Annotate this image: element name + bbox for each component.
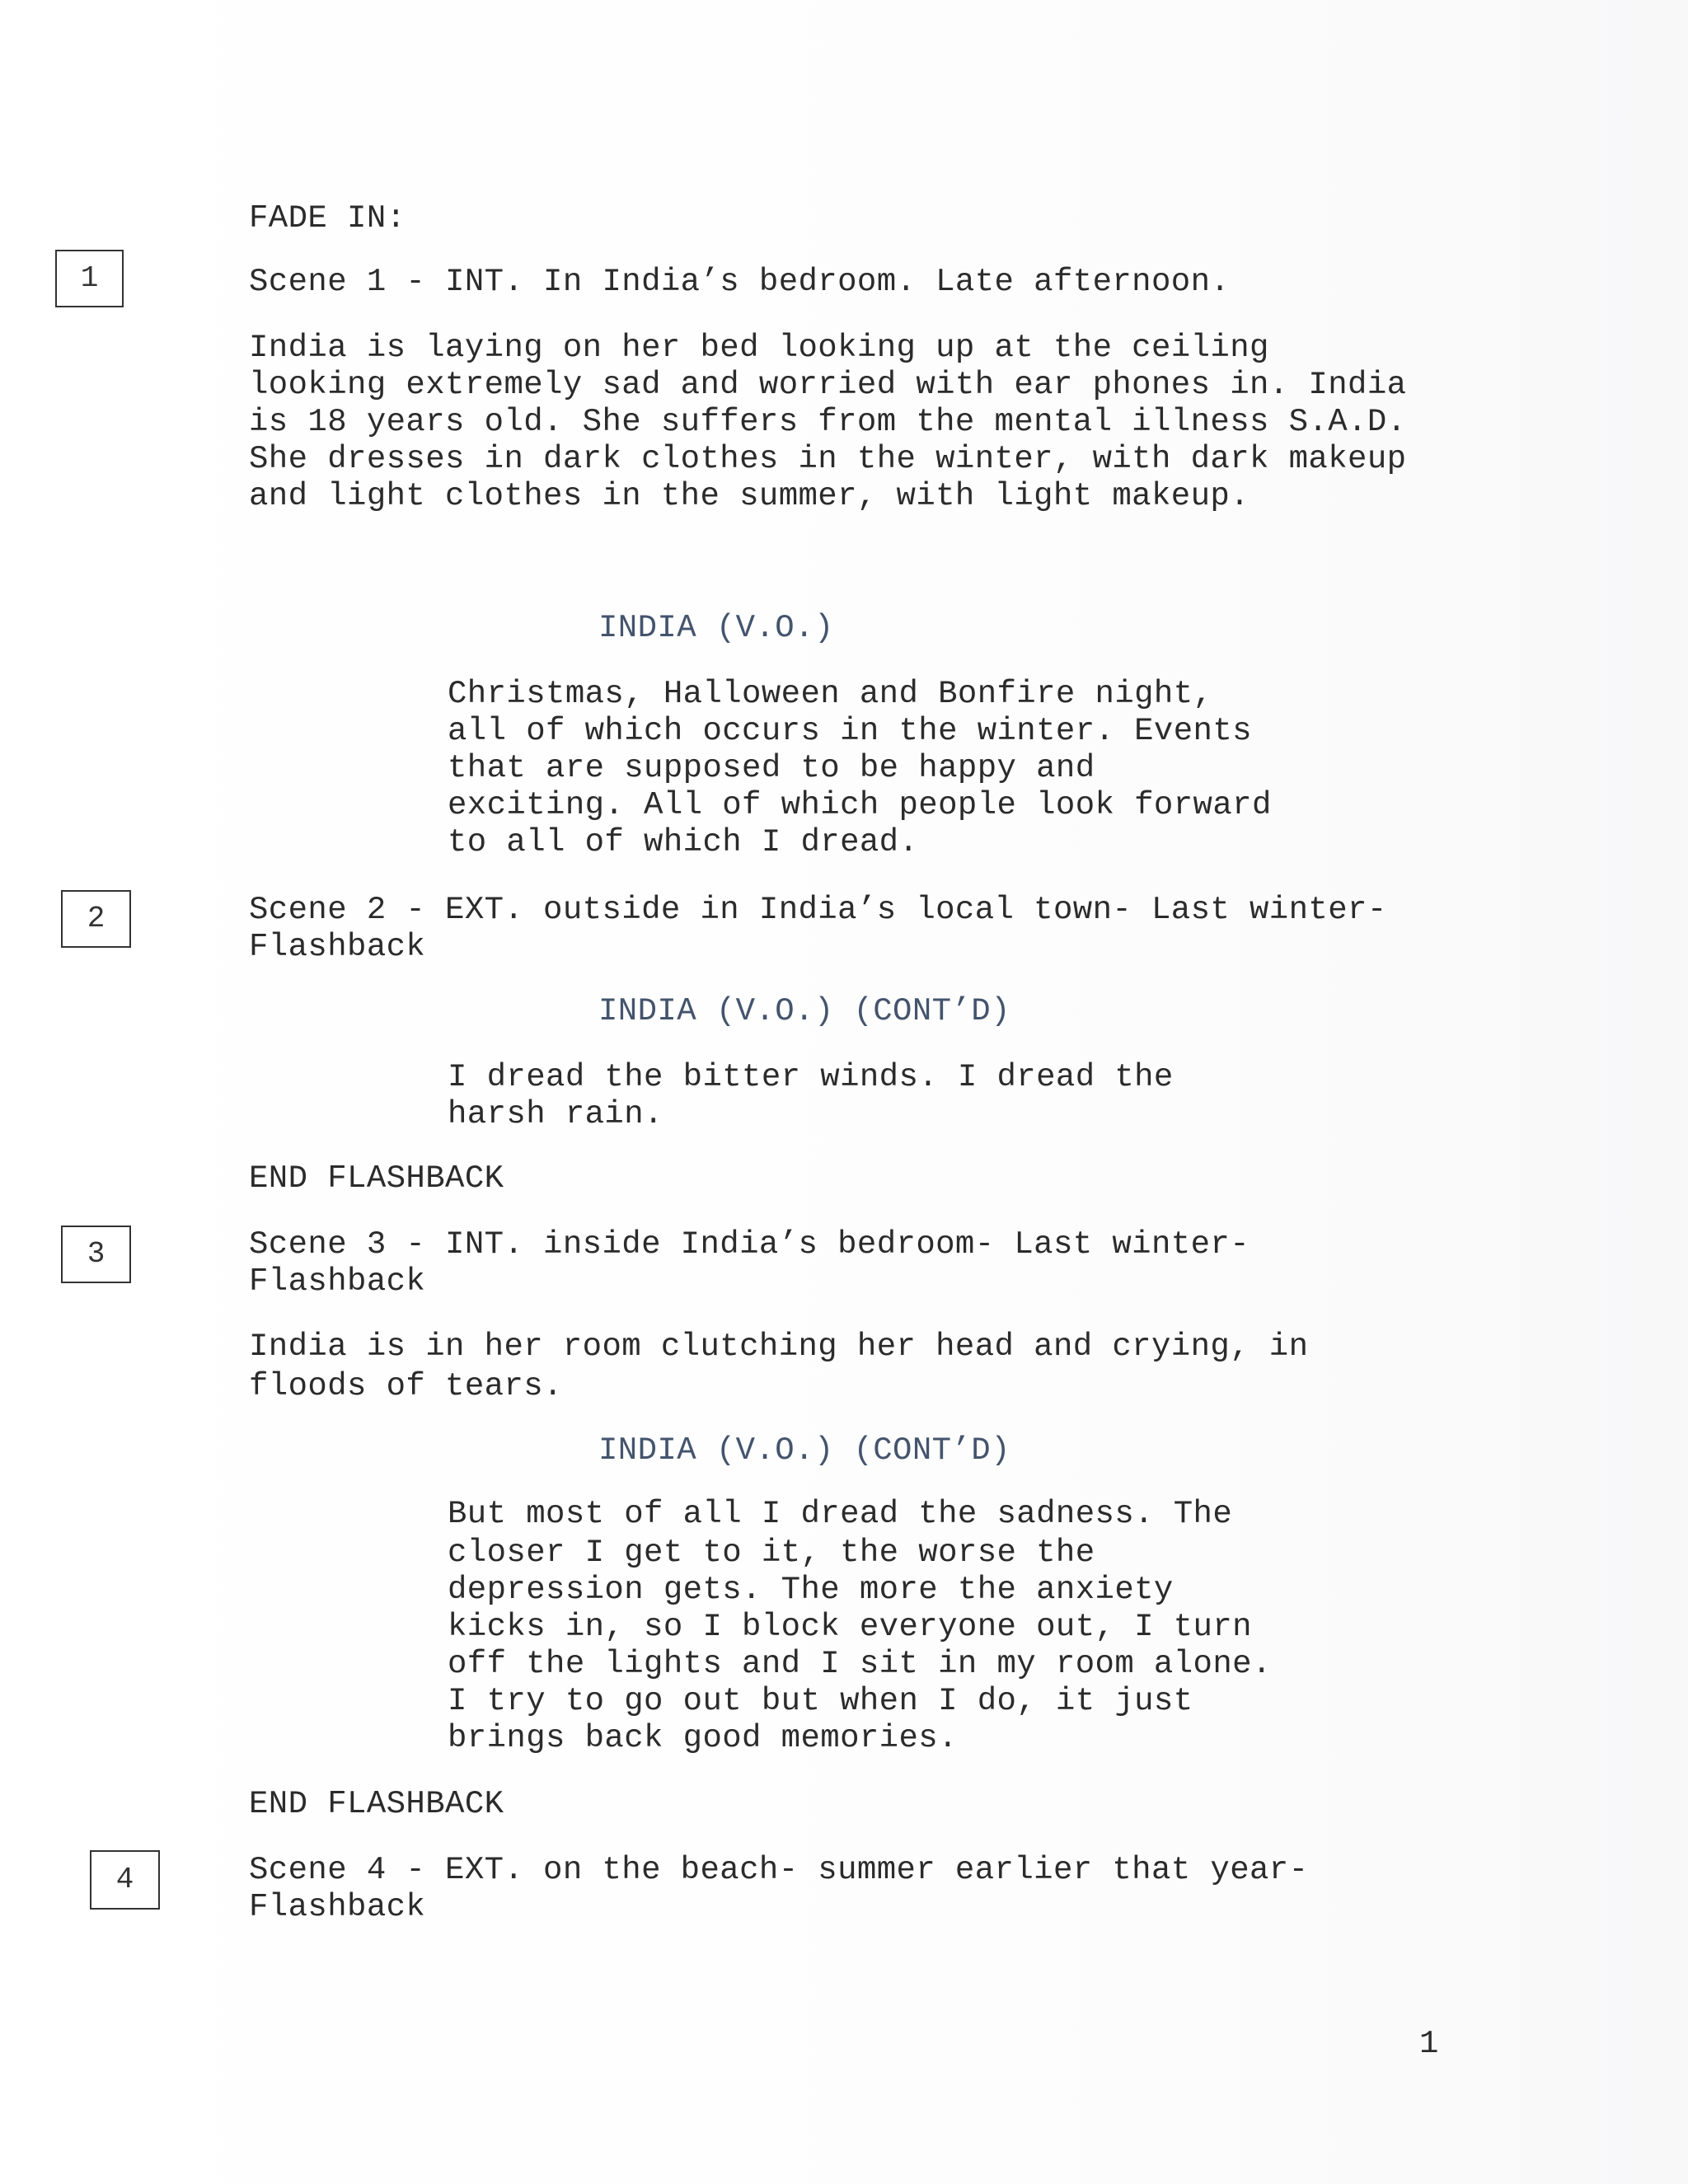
action-line: is 18 years old. She suffers from the mental illness S.A.D. [249, 404, 1407, 440]
action-line: and light clothes in the summer, with light makeup. [249, 478, 1250, 514]
end-flashback-3: END FLASHBACK [249, 1786, 504, 1822]
scene-number-2: 2 [61, 890, 131, 948]
scene-number-3: 3 [61, 1226, 131, 1283]
character-name-2: INDIA (V.O.) (CONT’D) [598, 993, 1010, 1029]
dialogue-line: I try to go out but when I do, it just [448, 1683, 1193, 1719]
dialogue-line: all of which occurs in the winter. Events [448, 713, 1252, 749]
dialogue-line: harsh rain. [448, 1096, 663, 1132]
dialogue-line: kicks in, so I block everyone out, I turn [448, 1609, 1252, 1645]
dialogue-line: exciting. All of which people look forward [448, 787, 1272, 823]
page-number: 1 [1419, 2026, 1439, 2062]
character-name-3: INDIA (V.O.) (CONT’D) [598, 1432, 1010, 1469]
scene-number-4: 4 [90, 1850, 160, 1910]
transition-fade-in: FADE IN: [249, 200, 406, 237]
dialogue-line: I dread the bitter winds. I dread the [448, 1059, 1174, 1095]
dialogue-line: depression gets. The more the anxiety [448, 1572, 1174, 1608]
dialogue-line: that are supposed to be happy and [448, 750, 1095, 786]
end-flashback-2: END FLASHBACK [249, 1160, 504, 1197]
scene-heading-4-cont: Flashback [249, 1889, 426, 1925]
scene-heading-1: Scene 1 - INT. In India’s bedroom. Late afternoon. [249, 264, 1231, 300]
dialogue-line: closer I get to it, the worse the [448, 1535, 1095, 1571]
action-line: India is in her room clutching her head and crying, in [249, 1329, 1309, 1365]
scene-heading-2-cont: Flashback [249, 929, 426, 965]
scene-heading-3: Scene 3 - INT. inside India’s bedroom- Last winter- [249, 1226, 1250, 1263]
dialogue-line: to all of which I dread. [448, 824, 919, 860]
action-line: She dresses in dark clothes in the winter, with dark makeup [249, 441, 1407, 477]
dialogue-line: brings back good memories. [448, 1720, 958, 1756]
scene-number-1: 1 [55, 250, 124, 307]
character-name-1: INDIA (V.O.) [598, 610, 834, 646]
scene-heading-4: Scene 4 - EXT. on the beach- summer earlier that year- [249, 1852, 1309, 1888]
action-line: India is laying on her bed looking up at the ceiling [249, 330, 1269, 366]
action-line: floods of tears. [249, 1368, 563, 1404]
dialogue-line: Christmas, Halloween and Bonfire night, [448, 676, 1213, 712]
dialogue-line: But most of all I dread the sadness. The [448, 1496, 1233, 1532]
action-line: looking extremely sad and worried with ear phones in. India [249, 367, 1407, 403]
dialogue-line: off the lights and I sit in my room alone. [448, 1646, 1272, 1682]
scene-heading-3-cont: Flashback [249, 1263, 426, 1300]
scene-heading-2: Scene 2 - EXT. outside in India’s local town- Last winter- [249, 892, 1387, 928]
